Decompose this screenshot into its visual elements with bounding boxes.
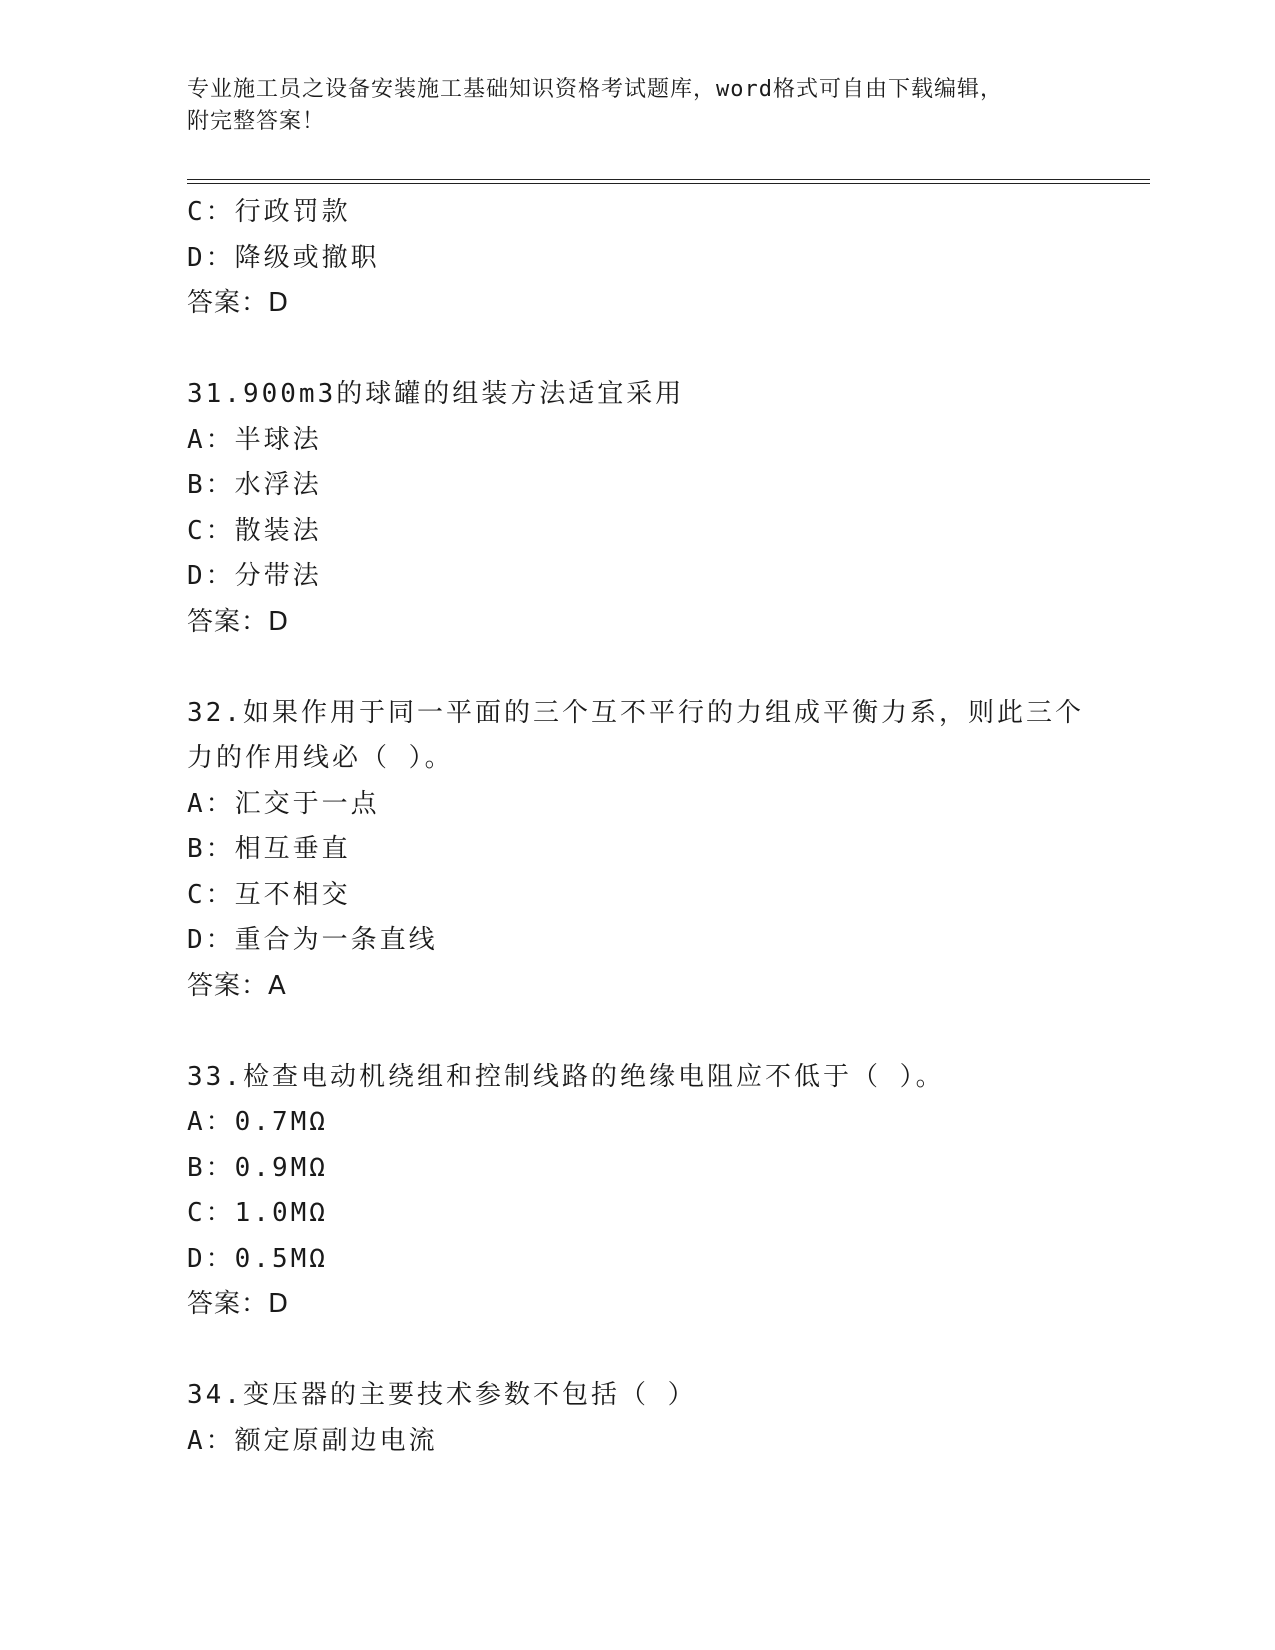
- question-stem: 31.900m3的球罐的组装方法适宜采用: [187, 379, 685, 409]
- answer-line: 答案：A: [187, 970, 287, 1001]
- question-list: [187, 190, 1147, 1464]
- question-stem-line-2: 力的作用线必（ ）。: [187, 743, 454, 773]
- option-d: D：降级或撤职: [187, 242, 380, 273]
- question-30: [187, 190, 1147, 327]
- option-b: B：水浮法: [187, 470, 322, 500]
- document-header: [187, 74, 1087, 138]
- question-34: [187, 1373, 1147, 1464]
- question-stem: 34.变压器的主要技术参数不包括（ ）: [187, 1380, 697, 1410]
- header-divider-top: [187, 179, 1150, 180]
- option-a: A：额定原副边电流: [187, 1425, 438, 1456]
- option-c: C：1.0MΩ: [187, 1198, 328, 1228]
- option-d: D：分带法: [187, 561, 322, 591]
- answer-line: 答案：D: [187, 606, 290, 637]
- header-title-line-1: 专业施工员之设备安装施工基础知识资格考试题库，word格式可自由下载编辑，: [187, 77, 1003, 102]
- option-b: B：0.9MΩ: [187, 1152, 328, 1183]
- question-32: [187, 691, 1147, 1010]
- option-c: C：散装法: [187, 515, 322, 546]
- header-divider-bottom: [187, 183, 1150, 184]
- option-c: C：行政罚款: [187, 197, 351, 227]
- answer-line: 答案：D: [187, 288, 290, 318]
- question-stem: 33.检查电动机绕组和控制线路的绝缘电阻应不低于（ ）。: [187, 1061, 945, 1092]
- header-title-line-2: 附完整答案！: [187, 109, 326, 134]
- answer-line: 答案：D: [187, 1289, 290, 1319]
- option-a: A：半球法: [187, 424, 322, 455]
- option-c: C：互不相交: [187, 879, 351, 910]
- question-31: [187, 372, 1147, 645]
- question-stem-line-1: 32.如果作用于同一平面的三个互不平行的力组成平衡力系，则此三个: [187, 697, 1084, 728]
- option-a: A：汇交于一点: [187, 788, 380, 819]
- option-a: A：0.7MΩ: [187, 1107, 328, 1137]
- question-33: [187, 1055, 1147, 1328]
- option-b: B：相互垂直: [187, 834, 351, 864]
- option-d: D：0.5MΩ: [187, 1243, 328, 1274]
- option-d: D：重合为一条直线: [187, 925, 438, 955]
